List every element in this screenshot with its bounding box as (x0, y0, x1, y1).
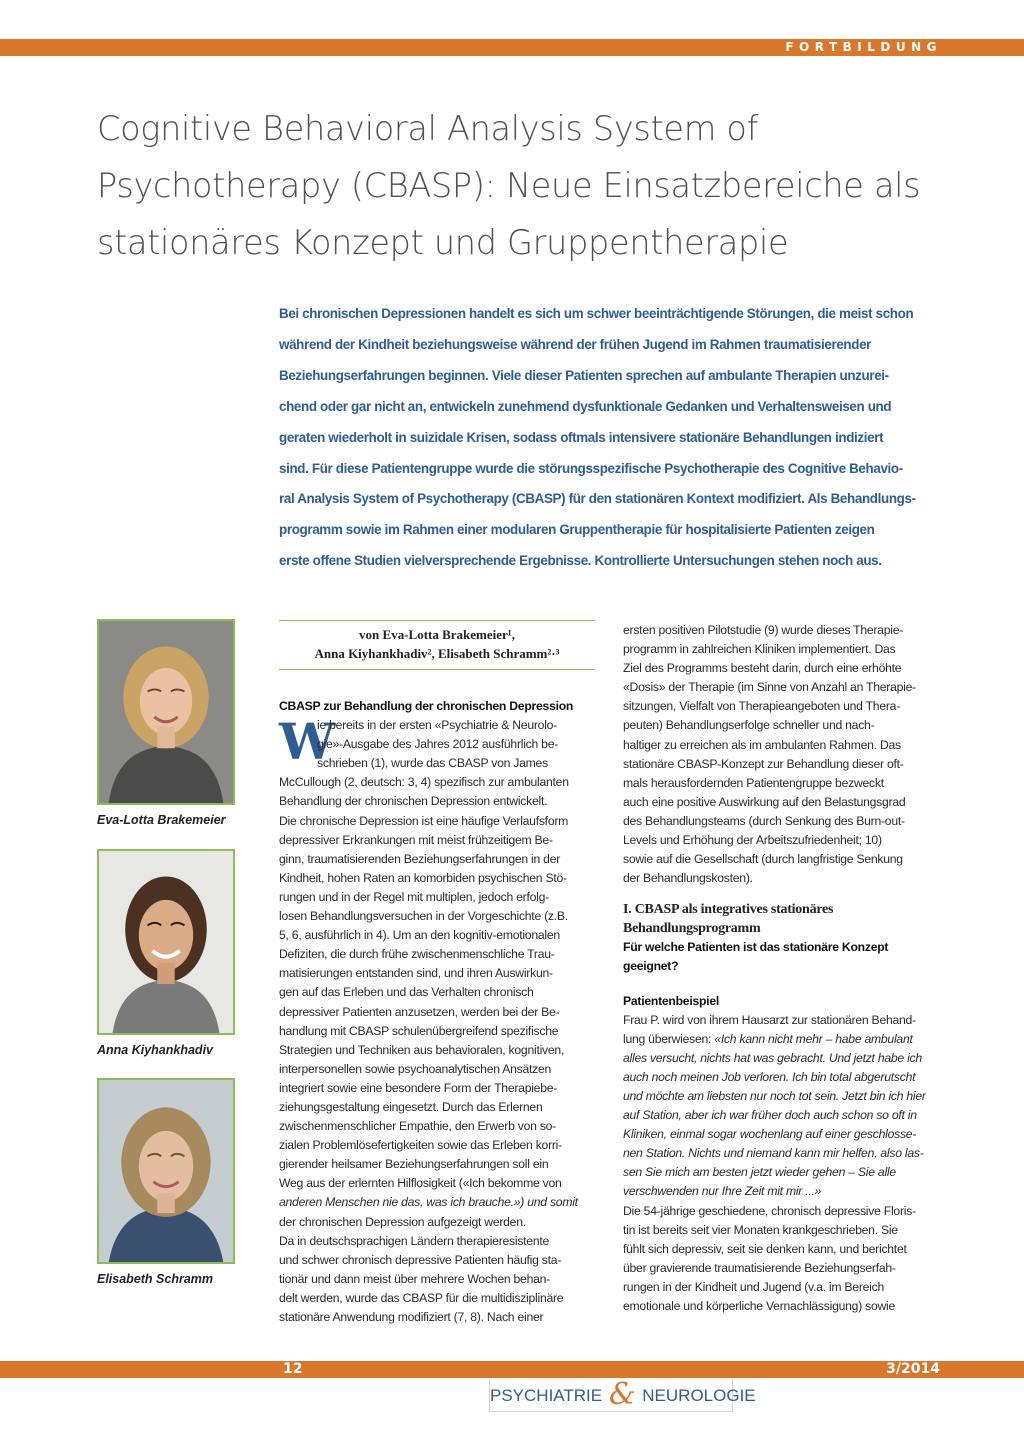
spacer (623, 888, 945, 900)
body-line: Die chronische Depression ist eine häufige Verlaufsform (279, 813, 569, 828)
body-line: fühlt sich depressiv, seit sie denken kann, und berichtet (623, 1241, 907, 1256)
quote-line: nen Station. Nichts und niemand kann mir helfen, also las- (623, 1146, 924, 1161)
body-line: Da in deutschsprachigen Ländern therapieresistente (279, 1233, 550, 1248)
abstract-line: ral Analysis System of Psychotherapy (CBASP) für den stationären Kontext modifiziert. Als Behandlungs- (279, 491, 916, 507)
body-column-1 (279, 697, 597, 1327)
body-line: Weg aus der erlernten Hilflosigkeit («Ich bekomme von (279, 1176, 562, 1191)
body-line: ersten positiven Pilotstudie (9) wurde dieses Therapie- (623, 623, 904, 637)
page-number: 12 (283, 1361, 303, 1377)
author-photo-brakemeier (97, 619, 235, 805)
body-line: McCullough (2, deutsch: 3, 4) spezifisch zur ambulanten (279, 775, 569, 790)
author-byline (279, 620, 595, 670)
section-label: FORTBILDUNG (785, 40, 942, 54)
body-line: zwischenmenschlicher Empathie, den Erwerb von so- (279, 1119, 556, 1134)
abstract-line: programm sowie im Rahmen einer modularen Gruppentherapie für hospitalisierte Patienten zeigen (279, 522, 875, 538)
body-line: über gravierende traumatisierende Beziehungserfah- (623, 1260, 896, 1275)
body-line: Frau P. wird von ihrem Hausarzt zur stationären Behand- (623, 1012, 916, 1027)
abstract-line: Beziehungserfahrungen beginnen. Viele dieser Patienten sprechen auf ambulante Therapien unzurei- (279, 367, 889, 383)
section-header-bar (0, 39, 1024, 56)
body-line: interpersonellen sowie psychoanalytischen Ansätzen (279, 1061, 552, 1076)
body-line: Levels und Erhöhung der Arbeitszufriedenheit; 10) (623, 833, 882, 848)
author-photo-kiyhankhadiv (97, 849, 235, 1035)
abstract-line: sind. Für diese Patientengruppe wurde die störungsspezifische Psychotherapie des Cognitive Behavio- (279, 460, 903, 476)
body-line: Die 54-jährige geschiedene, chronisch depressive Floris- (623, 1203, 916, 1218)
quote-line: verschwenden nur Ihre Zeit mit mir ...» (623, 1184, 822, 1199)
author-caption: Anna Kiyhankhadiv (97, 1043, 213, 1057)
author-line: von Eva-Lotta Brakemeier¹, (359, 627, 515, 642)
body-line: rungen in der Kindheit und Jugend (v.a. im Bereich (623, 1279, 884, 1294)
body-line: «Dosis» der Therapie (im Sinne von Anzahl an Therapie- (623, 680, 916, 695)
body-line: haltiger zu erreichen als im ambulanten Rahmen. Das (623, 737, 901, 752)
body-line: ziehungsgestaltung eingesetzt. Durch das Erlernen (279, 1099, 543, 1114)
body-line: ginn, traumatisierenden Beziehungserfahrungen in der (279, 851, 561, 866)
journal-name-left: PSYCHIATRIE (490, 1386, 603, 1405)
author-caption: Elisabeth Schramm (97, 1272, 214, 1286)
footer-bar (0, 1361, 1024, 1378)
quote-line: alles versucht, nichts hat was gebracht. Und jetzt habe ich (623, 1050, 922, 1065)
body-line: programm in zahlreichen Kliniken implementiert. Das (623, 642, 896, 657)
quote-line: und möchte am liebsten nur noch tot sein. Jetzt bin ich hier (623, 1088, 926, 1103)
journal-logo (489, 1377, 756, 1412)
body-line: ie bereits in der ersten «Psychiatrie & Neurolo- (317, 718, 557, 733)
abstract-line: während der Kindheit beziehungsweise während der frühen Jugend im Rahmen traumatisierender (279, 336, 872, 352)
body-line: 5, 6, ausführlich in 4). Um an den kognitiv-emotionalen (279, 928, 560, 943)
body-line: des Behandlungsteams (durch Senkung des Burn-out- (623, 813, 905, 828)
body-line: peuten) Behandlungserfolge schneller und nach- (623, 718, 875, 733)
title-line: Cognitive Behavioral Analysis System of (97, 109, 759, 148)
body-line: gierender heilsamer Beziehungserfahrungen soll ein (279, 1157, 549, 1172)
body-line: mals herausfordernden Patientengruppe bezweckt (623, 775, 884, 790)
section-title: I. CBASP als integratives stationäres (623, 902, 834, 918)
journal-ampersand: & (608, 1377, 636, 1412)
body-line: auch eine positive Auswirkung auf den Belastungsgrad (623, 794, 906, 809)
article-title (97, 100, 957, 271)
author-line: Anna Kiyhankhadiv², Elisabeth Schramm²·³ (314, 646, 560, 661)
body-line: der Behandlungskosten). (623, 871, 753, 886)
body-line: Behandlung der chronischen Depression entwickelt. (279, 794, 548, 809)
abstract-line: geraten wiederholt in suizidale Krisen, sodass oftmals intensivere stationäre Behandlungen indiziert (279, 429, 884, 445)
body-line: Ziel des Programms besteht darin, durch eine erhöhte (623, 661, 902, 676)
author-caption: Eva-Lotta Brakemeier (97, 813, 226, 827)
quote-line: auf Station, aber ich war früher doch auch schon so oft in (623, 1108, 917, 1123)
body-line: rungen und in der Regel mit multiplen, jedoch erfolg- (279, 889, 549, 904)
body-line: und schwer chronisch depressive Patienten häufig sta- (279, 1252, 562, 1267)
body-line: stationäre Anwendung modifiziert (7, 8). Nach einer (279, 1310, 544, 1324)
case-heading: Patientenbeispiel (623, 993, 719, 1008)
author-photo-schramm (97, 1078, 235, 1264)
drop-cap: W (279, 712, 336, 771)
body-line: tin ist bereits seit vier Monaten krankgeschrieben. Sie (623, 1222, 898, 1237)
body-line: gen auf das Erleben und das Verhalten chronisch (279, 985, 534, 1000)
body-line: schrieben (1), wurde das CBASP von James (317, 756, 548, 771)
body-line: integriert sowie eine besondere Form der Therapiebe- (279, 1080, 558, 1095)
issue-number: 3/2014 (886, 1361, 940, 1377)
body-line: der chronischen Depression aufgezeigt werden. (279, 1214, 526, 1229)
body-line: handlung mit CBASP schulenübergreifend spezifische (279, 1023, 559, 1038)
quote-line: Kliniken, einmal sogar wochenlang auf einer geschlosse- (623, 1127, 917, 1142)
body-line: Defiziten, die durch frühe zwischenmenschliche Trau- (279, 947, 555, 962)
abstract-line: Bei chronischen Depressionen handelt es sich um schwer beeinträchtigende Störungen, die meist schon (279, 306, 914, 321)
section-heading: CBASP zur Behandlung der chronischen Depression (279, 699, 574, 713)
body-text: lung überwiesen: (623, 1031, 712, 1046)
journal-name-right: NEUROLOGIE (642, 1386, 756, 1405)
section-title: Behandlungsprogramm (623, 921, 761, 937)
body-line: emotionale und körperliche Vernachlässigung) sowie (623, 1299, 896, 1313)
quote-line: sen Sie mich am besten jetzt wieder gehen – Sie alle (623, 1165, 896, 1180)
abstract (279, 299, 947, 577)
title-line: Psychotherapy (CBASP): Neue Einsatzbereiche als (97, 166, 921, 205)
body-line: matisierungen entstanden sind, und ihren Auswirkun- (279, 966, 553, 981)
abstract-line: erste offene Studien vielversprechende Ergebnisse. Kontrollierte Untersuchungen stehen noch aus. (279, 553, 882, 569)
quote-text: «Ich kann nicht mehr – habe ambulant (714, 1031, 913, 1046)
body-line (623, 1030, 945, 1049)
body-line: tionär und dann meist über mehrere Wochen behan- (279, 1271, 550, 1286)
body-line: losen Behandlungsversuchen in der Vorgeschichte (z.B. (279, 909, 568, 924)
quote-line: auch noch meinen Job verloren. Ich bin total abgerutscht (623, 1069, 916, 1084)
body-line: depressiver Erkrankungen mit meist frühzeitigem Be- (279, 832, 553, 847)
body-line: sowie auf die Gesellschaft (durch langfristige Senkung (623, 852, 903, 867)
subsection-heading: geeignet? (623, 959, 679, 974)
body-line: Strategien und Techniken aus behavioralen, kognitiven, (279, 1042, 565, 1057)
body-line: delt werden, wurde das CBASP für die multidisziplinäre (279, 1290, 564, 1305)
body-column-2 (623, 621, 945, 1316)
subsection-heading: Für welche Patienten ist das stationäre Konzept (623, 940, 889, 955)
abstract-line: chend oder gar nicht an, entwickeln zunehmend dysfunktionale Gedanken und Verhaltensweisen und (279, 398, 892, 414)
body-line: zialen Problemlösefertigkeiten sowie das Erleben korri- (279, 1138, 562, 1153)
body-line: gie»-Ausgabe des Jahres 2012 ausführlich be- (317, 737, 559, 752)
body-line: stationäre CBASP-Konzept zur Behandlung dieser oft- (623, 756, 904, 771)
body-line: depressiver Patienten anzusetzen, werden bei der Be- (279, 1004, 560, 1019)
body-line: anderen Menschen nie das, was ich brauche.») und somit (279, 1195, 578, 1210)
title-line: stationäres Konzept und Gruppentherapie (97, 223, 789, 262)
body-line: sitzungen, Vielfalt von Therapieangeboten und Thera- (623, 699, 900, 714)
body-line: Kindheit, hohen Raten an komorbiden psychischen Stö- (279, 870, 567, 885)
spacer (623, 977, 945, 992)
